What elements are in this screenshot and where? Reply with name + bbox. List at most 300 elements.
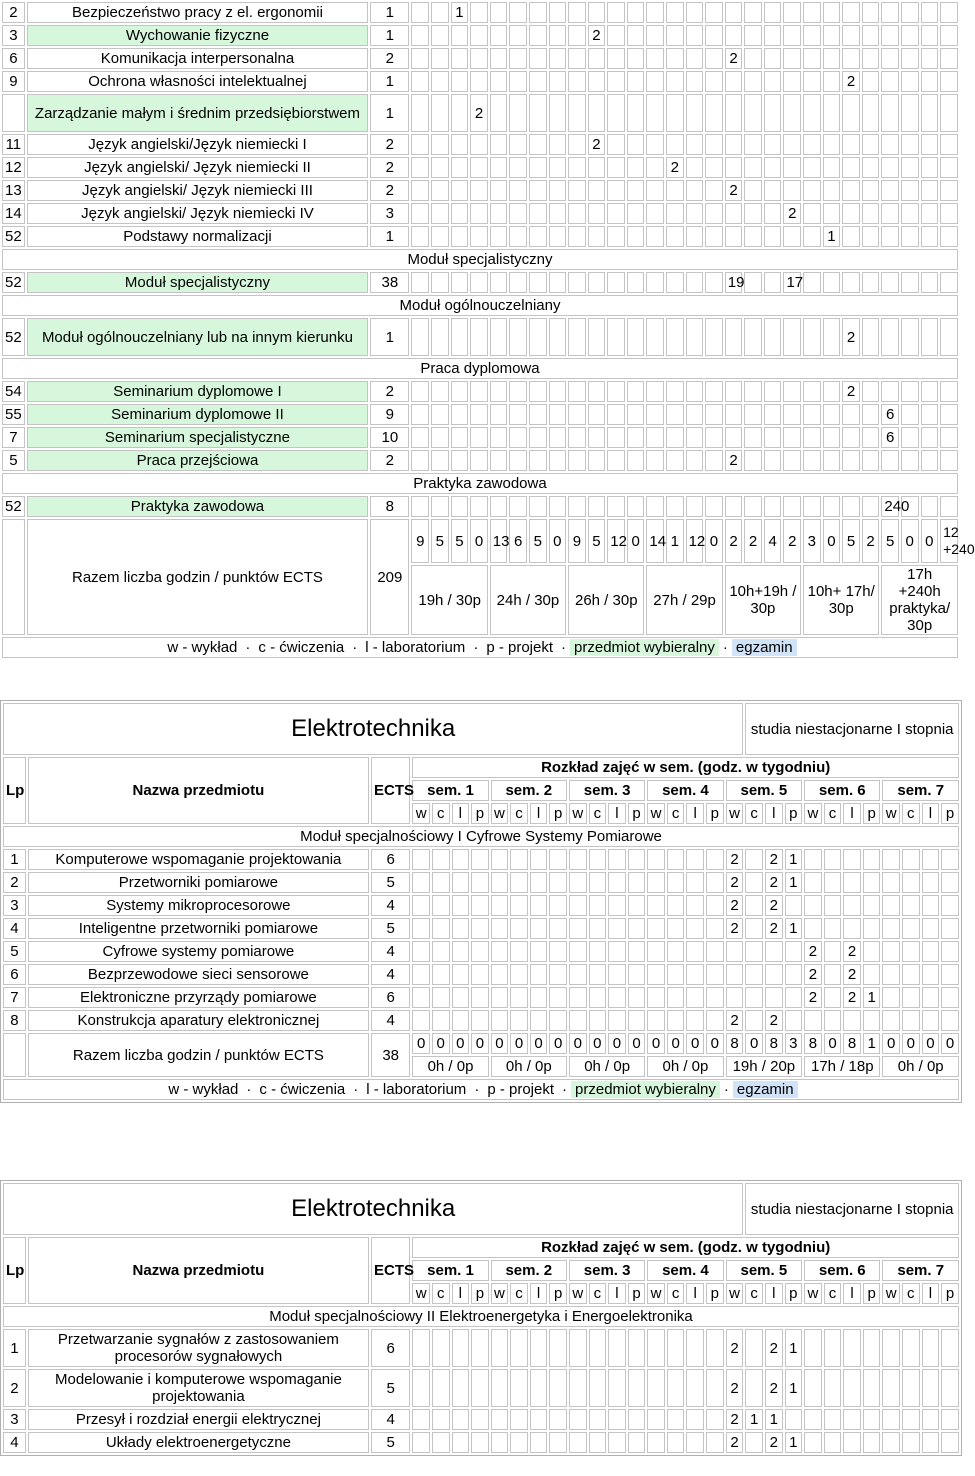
empty-cell	[530, 849, 548, 870]
empty-cell	[452, 987, 470, 1008]
class-type-c: c	[589, 1283, 607, 1304]
hours-cell: 2	[726, 895, 744, 916]
empty-cell	[530, 895, 548, 916]
empty-cell	[764, 203, 782, 224]
class-type-l: l	[452, 803, 470, 824]
semester-sum: 10h+19h / 30p	[725, 565, 801, 635]
empty-cell	[451, 226, 469, 247]
empty-cell	[510, 964, 528, 985]
empty-cell	[940, 203, 958, 224]
semester-header: sem. 7	[882, 1260, 959, 1281]
class-type-c: c	[667, 1283, 685, 1304]
empty-cell	[940, 134, 958, 155]
empty-cell	[607, 203, 625, 224]
empty-cell	[744, 48, 762, 69]
table-row	[3, 849, 959, 870]
empty-cell	[764, 48, 782, 69]
empty-cell	[706, 964, 724, 985]
count-cell: 0	[530, 1033, 548, 1054]
empty-cell	[509, 318, 527, 356]
course-name: Bezprzewodowe sieci sensorowe	[28, 964, 369, 985]
semester-sum: 26h / 30p	[568, 565, 644, 635]
empty-cell	[452, 849, 470, 870]
empty-cell	[686, 964, 704, 985]
empty-cell	[881, 71, 899, 92]
count-cell: 0	[549, 519, 567, 563]
empty-cell	[823, 71, 841, 92]
class-type-l: l	[922, 803, 940, 824]
empty-cell	[941, 1010, 959, 1031]
empty-cell	[451, 496, 469, 517]
empty-cell	[431, 427, 449, 448]
empty-cell	[588, 71, 606, 92]
empty-cell	[842, 496, 860, 517]
class-type-p: p	[706, 1283, 724, 1304]
empty-cell	[823, 25, 841, 46]
ects-value: 1	[370, 2, 409, 23]
empty-cell	[686, 496, 704, 517]
empty-cell	[411, 180, 429, 201]
empty-cell	[882, 895, 900, 916]
row-number: 52	[2, 272, 25, 293]
empty-cell	[509, 157, 527, 178]
count-cell: 3	[803, 519, 821, 563]
count-cell: 0	[902, 1033, 920, 1054]
empty-cell	[686, 1432, 704, 1453]
empty-cell	[432, 895, 450, 916]
course-name: Język angielski/ Język niemiecki IV	[27, 203, 368, 224]
table-row	[2, 94, 958, 132]
course-name: Cyfrowe systemy pomiarowe	[28, 941, 369, 962]
empty-cell	[529, 404, 547, 425]
empty-cell	[921, 25, 939, 46]
empty-cell	[646, 48, 664, 69]
legend-separator: ·	[474, 1081, 480, 1098]
empty-cell	[646, 25, 664, 46]
empty-cell	[745, 941, 763, 962]
table-row	[3, 1409, 959, 1430]
empty-cell	[646, 404, 664, 425]
empty-cell	[431, 157, 449, 178]
empty-cell	[510, 895, 528, 916]
empty-cell	[529, 381, 547, 402]
empty-cell	[470, 203, 488, 224]
empty-cell	[549, 318, 567, 356]
course-name: Przetwarzanie sygnałów z zastosowaniem procesorów sygnałowych	[28, 1329, 369, 1367]
empty-cell	[588, 157, 606, 178]
empty-cell	[705, 25, 723, 46]
empty-cell	[667, 1432, 685, 1453]
empty-cell	[490, 48, 508, 69]
table-row	[3, 987, 959, 1008]
empty-cell	[941, 1329, 959, 1367]
empty-cell	[862, 157, 880, 178]
count-cell: 8	[843, 1033, 861, 1054]
empty-cell	[529, 71, 547, 92]
hours-cell: 2	[725, 450, 743, 471]
hours-cell: 2	[470, 94, 488, 132]
empty-cell	[783, 450, 801, 471]
empty-cell	[569, 1010, 587, 1031]
empty-cell	[568, 427, 586, 448]
course-name: Systemy mikroprocesorowe	[28, 895, 369, 916]
empty-cell	[862, 381, 880, 402]
legend-item-p: p - projekt	[486, 639, 554, 656]
semester-sum: 24h / 30p	[490, 565, 566, 635]
empty-cell	[647, 1369, 665, 1407]
empty-cell	[452, 1432, 470, 1453]
empty-cell	[686, 941, 704, 962]
empty-cell	[940, 318, 958, 356]
class-type-l: l	[843, 1283, 861, 1304]
empty-cell	[411, 450, 429, 471]
ects-value: 4	[371, 895, 410, 916]
empty-cell	[823, 203, 841, 224]
ects-value: 2	[370, 180, 409, 201]
empty-cell	[764, 25, 782, 46]
empty-cell	[509, 2, 527, 23]
empty-cell	[452, 1369, 470, 1407]
empty-cell	[646, 381, 664, 402]
empty-cell	[824, 1369, 842, 1407]
ects-value: 4	[371, 1409, 410, 1430]
empty-cell	[863, 872, 881, 893]
empty-cell	[491, 918, 509, 939]
hours-cell: 2	[783, 203, 801, 224]
empty-cell	[589, 1010, 607, 1031]
empty-cell	[764, 450, 782, 471]
empty-cell	[471, 1409, 489, 1430]
empty-cell	[882, 987, 900, 1008]
empty-cell	[901, 203, 919, 224]
count-cell: 0	[745, 1033, 763, 1054]
page-title: Elektrotechnika	[3, 703, 743, 755]
class-type-l: l	[608, 803, 626, 824]
empty-cell	[705, 180, 723, 201]
hours-cell: 6	[881, 427, 899, 448]
class-type-w: w	[569, 1283, 587, 1304]
hours-cell: 240	[881, 496, 899, 517]
empty-cell	[824, 1329, 842, 1367]
empty-cell	[490, 157, 508, 178]
empty-cell	[783, 496, 801, 517]
empty-cell	[881, 203, 899, 224]
empty-cell	[589, 941, 607, 962]
ects-value: 1	[370, 25, 409, 46]
empty-cell	[452, 895, 470, 916]
empty-cell	[842, 2, 860, 23]
empty-cell	[901, 25, 919, 46]
hours-cell: 2	[726, 872, 744, 893]
empty-cell	[842, 25, 860, 46]
empty-cell	[549, 226, 567, 247]
empty-cell	[490, 2, 508, 23]
empty-cell	[824, 941, 842, 962]
empty-cell	[940, 450, 958, 471]
semester-header: sem. 2	[491, 780, 567, 801]
empty-cell	[529, 226, 547, 247]
empty-cell	[607, 226, 625, 247]
empty-cell	[432, 941, 450, 962]
empty-cell	[589, 964, 607, 985]
empty-cell	[706, 1369, 724, 1407]
ects-value: 6	[371, 849, 410, 870]
count-cell: 5	[451, 519, 469, 563]
course-name: Wychowanie fizyczne	[27, 25, 368, 46]
empty-cell	[881, 25, 899, 46]
empty-cell	[941, 895, 959, 916]
empty-cell	[862, 25, 880, 46]
empty-cell	[470, 381, 488, 402]
empty-cell	[725, 381, 743, 402]
empty-cell	[490, 94, 508, 132]
empty-cell	[783, 381, 801, 402]
empty-cell	[607, 404, 625, 425]
empty-cell	[666, 180, 684, 201]
empty-cell	[568, 180, 586, 201]
col-header-ects: ECTS	[371, 757, 410, 824]
count-cell: 5	[842, 519, 860, 563]
empty-cell	[862, 180, 880, 201]
ects-value: 3	[370, 203, 409, 224]
empty-cell	[530, 1432, 548, 1453]
empty-cell	[627, 496, 645, 517]
empty-cell	[607, 318, 625, 356]
empty-cell	[744, 381, 762, 402]
count-cell: 0	[824, 1033, 842, 1054]
empty-cell	[666, 48, 684, 69]
empty-cell	[646, 94, 664, 132]
empty-cell	[902, 987, 920, 1008]
count-cell: 2	[783, 519, 801, 563]
count-cell: 5	[529, 519, 547, 563]
empty-cell	[940, 2, 958, 23]
class-type-c: c	[824, 803, 842, 824]
hours-cell: 2	[765, 918, 783, 939]
empty-cell	[803, 94, 821, 132]
empty-cell	[647, 964, 665, 985]
table-row	[2, 272, 958, 293]
empty-cell	[686, 94, 704, 132]
count-cell: 0	[627, 519, 645, 563]
empty-cell	[842, 134, 860, 155]
course-name: Elektroniczne przyrządy pomiarowe	[28, 987, 369, 1008]
hours-cell: 2	[726, 1369, 744, 1407]
empty-cell	[432, 964, 450, 985]
hours-cell: 1	[785, 1369, 803, 1407]
empty-cell	[921, 226, 939, 247]
empty-cell	[863, 1329, 881, 1367]
empty-cell	[412, 1432, 430, 1453]
ects-value: 1	[370, 318, 409, 356]
course-name: Praktyka zawodowa	[27, 496, 368, 517]
empty-cell	[922, 987, 940, 1008]
empty-cell	[627, 427, 645, 448]
empty-cell	[901, 318, 919, 356]
empty-cell	[940, 427, 958, 448]
course-name: Język angielski/ Język niemiecki III	[27, 180, 368, 201]
empty-cell	[530, 918, 548, 939]
empty-cell	[941, 1432, 959, 1453]
empty-cell	[706, 918, 724, 939]
empty-cell	[568, 2, 586, 23]
count-cell: 0	[628, 1033, 646, 1054]
empty-cell	[863, 849, 881, 870]
empty-cell	[686, 849, 704, 870]
empty-cell	[842, 94, 860, 132]
empty-cell	[901, 71, 919, 92]
empty-cell	[569, 1329, 587, 1367]
empty-cell	[666, 427, 684, 448]
empty-cell	[725, 157, 743, 178]
empty-cell	[568, 272, 586, 293]
empty-cell	[783, 157, 801, 178]
empty-cell	[549, 918, 567, 939]
empty-cell	[725, 94, 743, 132]
empty-cell	[607, 48, 625, 69]
empty-cell	[764, 94, 782, 132]
empty-cell	[608, 1010, 626, 1031]
semester-header: sem. 3	[569, 780, 645, 801]
empty-cell	[862, 71, 880, 92]
empty-cell	[803, 404, 821, 425]
empty-cell	[569, 1432, 587, 1453]
empty-cell	[785, 964, 803, 985]
ects-value: 2	[370, 134, 409, 155]
empty-cell	[588, 496, 606, 517]
empty-cell	[705, 496, 723, 517]
empty-cell	[628, 964, 646, 985]
empty-cell	[783, 25, 801, 46]
empty-cell	[842, 226, 860, 247]
empty-cell	[588, 450, 606, 471]
total-ects: 209	[370, 519, 409, 635]
empty-cell	[666, 496, 684, 517]
legend-item-wyb: przedmiot wybieralny	[570, 639, 719, 656]
empty-cell	[882, 849, 900, 870]
class-type-c: c	[667, 803, 685, 824]
empty-cell	[765, 987, 783, 1008]
empty-cell	[568, 381, 586, 402]
empty-cell	[510, 941, 528, 962]
count-cell: 12 +240	[940, 519, 958, 563]
empty-cell	[589, 872, 607, 893]
row-number: 14	[2, 203, 25, 224]
curriculum-table-spec2	[0, 1180, 962, 1456]
empty-cell	[549, 1329, 567, 1367]
empty-cell	[529, 134, 547, 155]
empty-cell	[783, 318, 801, 356]
empty-cell	[568, 203, 586, 224]
empty-cell	[471, 1329, 489, 1367]
hours-cell: 2	[765, 1010, 783, 1031]
empty-cell	[823, 2, 841, 23]
semester-sum: 17h +240h praktyka/ 30p	[881, 565, 958, 635]
empty-cell	[432, 1409, 450, 1430]
empty-cell	[451, 272, 469, 293]
empty-cell	[412, 918, 430, 939]
course-name: Seminarium specjalistyczne	[27, 427, 368, 448]
empty-cell	[764, 134, 782, 155]
empty-cell	[765, 941, 783, 962]
empty-cell	[431, 180, 449, 201]
empty-cell	[589, 1432, 607, 1453]
semester-header: sem. 5	[726, 780, 803, 801]
count-cell: 0	[667, 1033, 685, 1054]
row-number: 6	[3, 964, 26, 985]
empty-cell	[921, 71, 939, 92]
col-header-ects: ECTS	[371, 1237, 410, 1304]
count-cell: 0	[491, 1033, 509, 1054]
empty-cell	[862, 450, 880, 471]
empty-cell	[647, 895, 665, 916]
table-row	[2, 180, 958, 201]
empty-cell	[470, 496, 488, 517]
empty-cell	[725, 318, 743, 356]
hours-cell: 1	[785, 1329, 803, 1367]
legend-separator: ·	[245, 639, 251, 656]
empty-cell	[627, 134, 645, 155]
empty-cell	[823, 496, 841, 517]
empty-cell	[569, 849, 587, 870]
hours-cell: 2	[726, 849, 744, 870]
empty-cell	[940, 226, 958, 247]
empty-cell	[803, 272, 821, 293]
table-row	[2, 71, 958, 92]
empty-cell	[471, 1369, 489, 1407]
empty-cell	[471, 849, 489, 870]
empty-cell	[470, 134, 488, 155]
semester-sum: 19h / 20p	[726, 1056, 803, 1077]
empty-cell	[431, 71, 449, 92]
empty-cell	[764, 2, 782, 23]
empty-cell	[725, 427, 743, 448]
count-cell: 1	[666, 519, 684, 563]
empty-cell	[686, 404, 704, 425]
empty-cell	[881, 450, 899, 471]
row-number: 3	[2, 25, 25, 46]
empty-cell	[431, 203, 449, 224]
empty-cell	[686, 203, 704, 224]
title-row	[3, 703, 959, 755]
class-type-p: p	[549, 1283, 567, 1304]
empty-cell	[686, 1409, 704, 1430]
empty-cell	[452, 941, 470, 962]
empty-cell	[863, 1369, 881, 1407]
empty-cell	[470, 180, 488, 201]
empty-cell	[744, 157, 762, 178]
empty-cell	[588, 272, 606, 293]
empty-cell	[705, 226, 723, 247]
class-type-l: l	[686, 1283, 704, 1304]
empty-cell	[823, 48, 841, 69]
schedule-table	[1, 701, 961, 1102]
empty-cell	[431, 404, 449, 425]
empty-cell	[745, 849, 763, 870]
empty-cell	[627, 71, 645, 92]
row-number: 55	[2, 404, 25, 425]
empty-cell	[588, 427, 606, 448]
empty-cell	[764, 318, 782, 356]
empty-cell	[411, 2, 429, 23]
count-cell: 0	[569, 1033, 587, 1054]
empty-cell	[431, 381, 449, 402]
empty-cell	[608, 941, 626, 962]
total-label: Razem liczba godzin / punktów ECTS	[28, 1033, 369, 1077]
hours-cell: 1	[823, 226, 841, 247]
schedule-table	[0, 0, 975, 660]
empty-cell	[881, 226, 899, 247]
